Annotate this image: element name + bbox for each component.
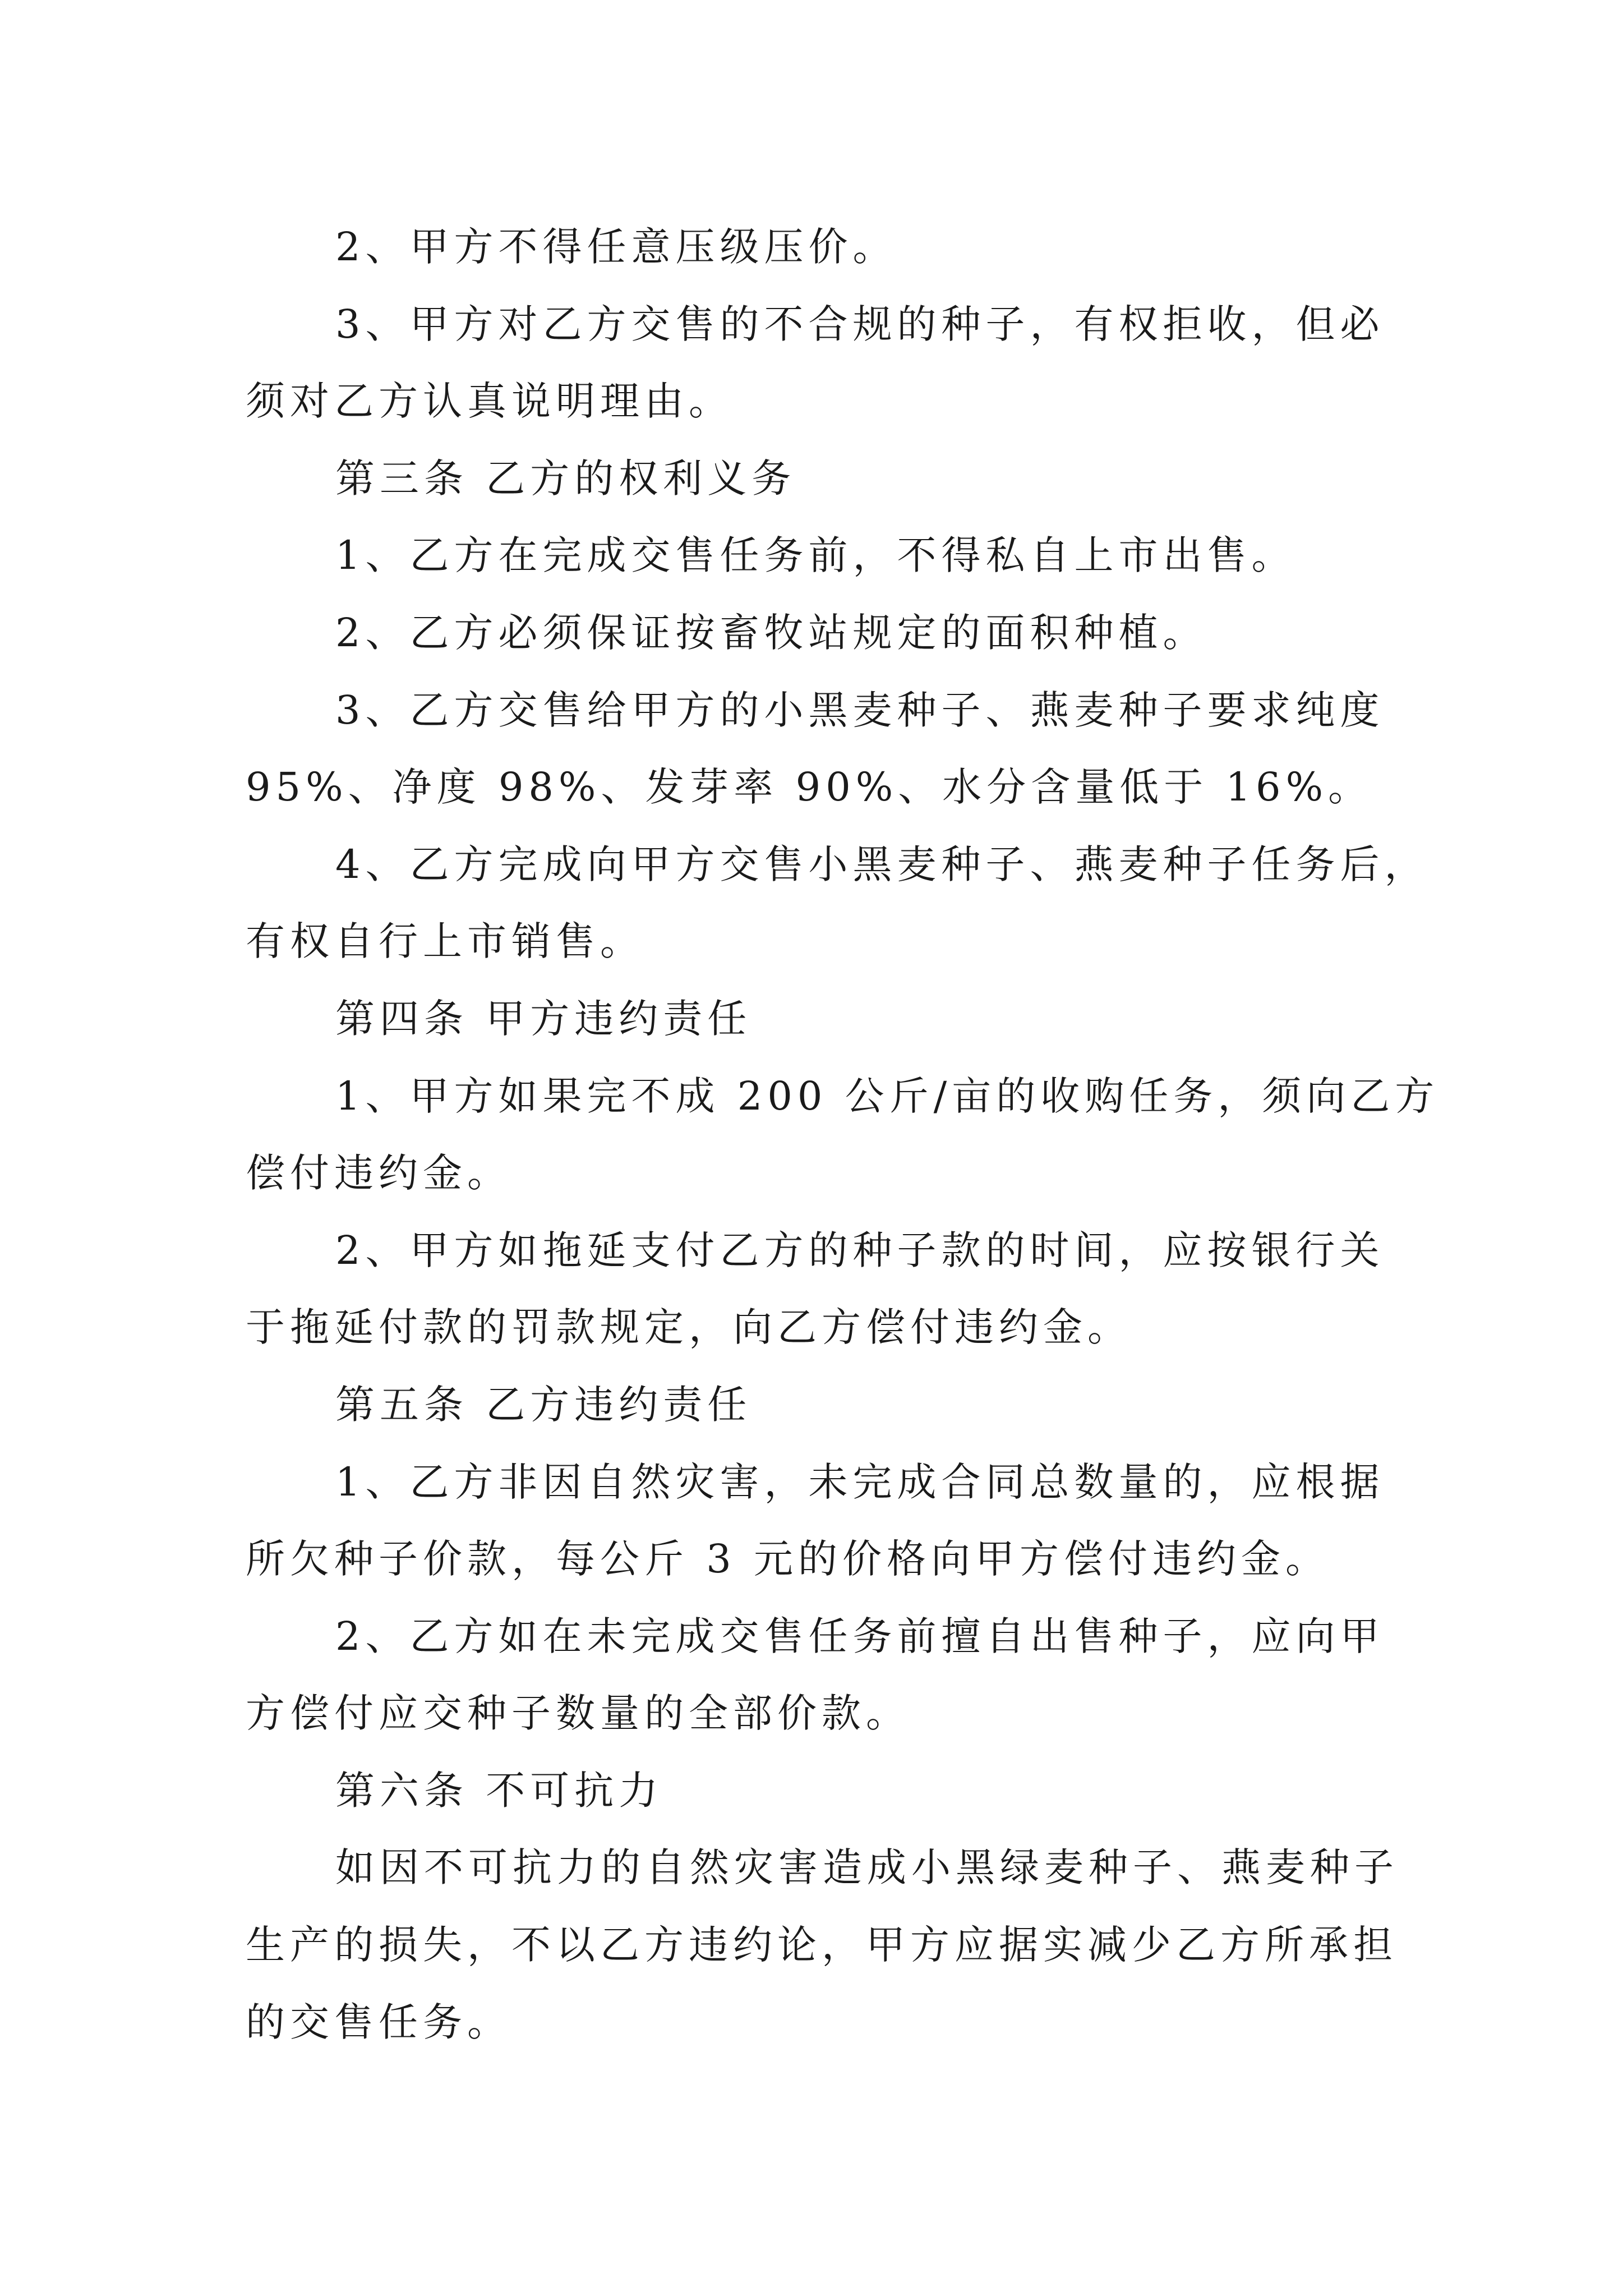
text-line: 2、乙方必须保证按畜牧站规定的面积种植。	[335, 609, 1207, 656]
text-line: 有权自行上市销售。	[246, 918, 644, 965]
text-line: 第三条 乙方的权利义务	[335, 455, 796, 501]
text-line: 第五条 乙方违约责任	[335, 1381, 752, 1428]
text-line: 2、乙方如在未完成交售任务前擅自出售种子，应向甲	[335, 1613, 1385, 1659]
text-line: 偿付违约金。	[246, 1150, 511, 1197]
text-line: 方偿付应交种子数量的全部价款。	[246, 1690, 910, 1737]
text-line: 2、甲方不得任意压级压价。	[335, 224, 897, 270]
text-line: 95%、净度 98%、发芽率 90%、水分含量低于 16%。	[246, 764, 1373, 811]
text-line: 2、甲方如拖延支付乙方的种子款的时间，应按银行关	[335, 1227, 1385, 1273]
text-line: 1、乙方在完成交售任务前，不得私自上市出售。	[335, 532, 1296, 579]
text-line: 的交售任务。	[246, 1999, 511, 2045]
text-line: 4、乙方完成向甲方交售小黑麦种子、燕麦种子任务后，	[335, 841, 1429, 887]
text-line: 3、甲方对乙方交售的不合规的种子，有权拒收，但必	[335, 301, 1385, 347]
text-line: 第六条 不可抗力	[335, 1767, 663, 1814]
text-line: 于拖延付款的罚款规定，向乙方偿付违约金。	[246, 1304, 1132, 1351]
document-body	[246, 209, 1440, 2061]
text-line: 所欠种子价款，每公斤 3 元的价格向甲方偿付违约金。	[246, 1536, 1330, 1582]
text-line: 生产的损失，不以乙方违约论，甲方应据实减少乙方所承担	[246, 1922, 1398, 1968]
text-line: 如因不可抗力的自然灾害造成小黑绿麦种子、燕麦种子	[335, 1844, 1399, 1891]
text-line: 1、甲方如果完不成 200 公斤/亩的收购任务，须向乙方	[335, 1073, 1440, 1119]
text-line: 须对乙方认真说明理由。	[246, 378, 733, 425]
text-line: 1、乙方非因自然灾害，未完成合同总数量的，应根据	[335, 1458, 1385, 1505]
text-line: 3、乙方交售给甲方的小黑麦种子、燕麦种子要求纯度	[335, 687, 1385, 733]
text-line: 第四条 甲方违约责任	[335, 995, 752, 1042]
